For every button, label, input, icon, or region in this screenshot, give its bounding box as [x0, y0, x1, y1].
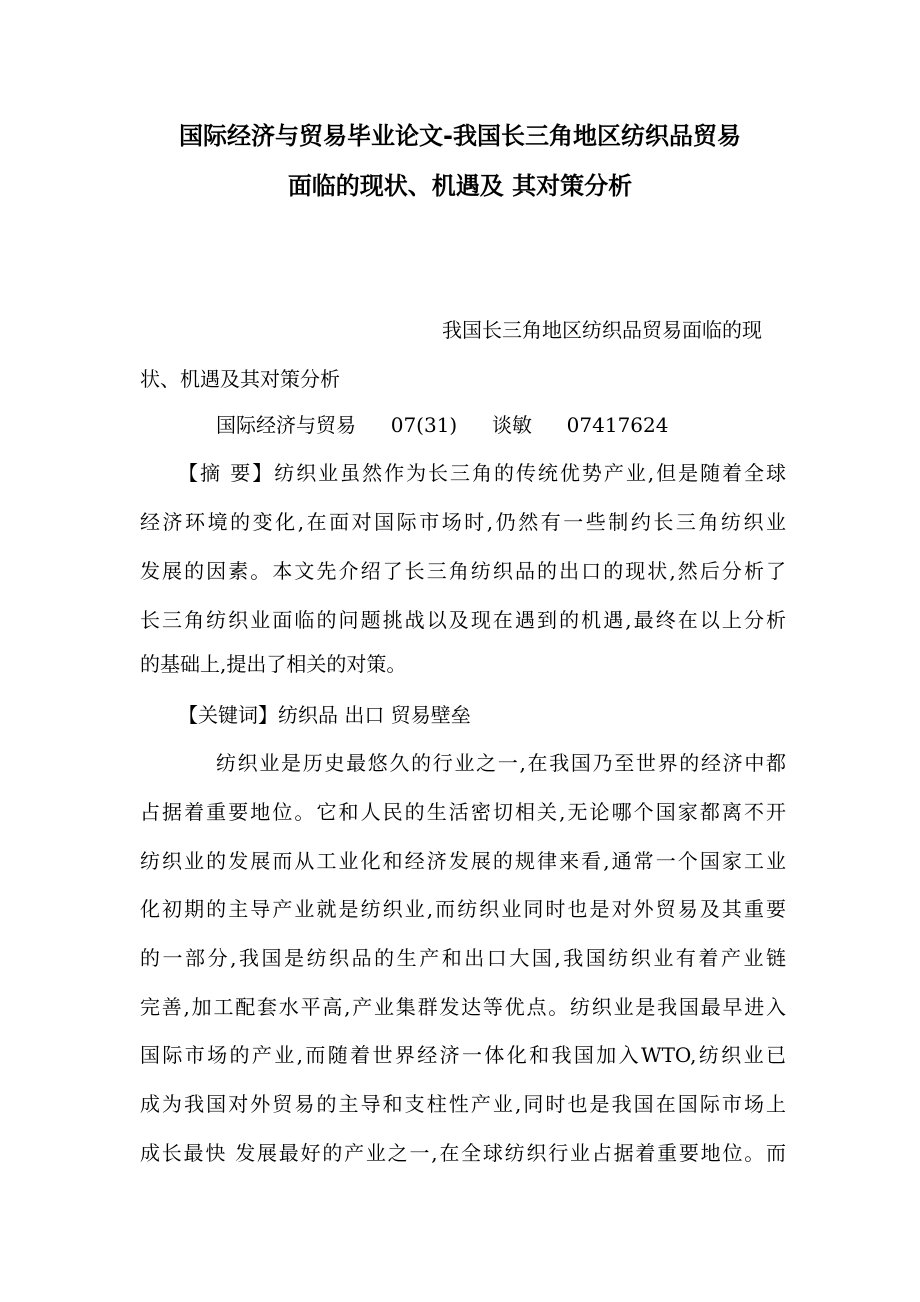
subtitle-line-2: 状、机遇及其对策分析 [140, 367, 340, 391]
abstract-line-1: 【摘 要】纺织业虽然作为长三角的传统优势产业,但是随着全球 [178, 461, 786, 485]
abstract-line-3: 发展的因素。本文先介绍了长三角纺织品的出口的现状,然后分析了 [140, 559, 786, 583]
body-line-1: 纺织业是历史最悠久的行业之一,在我国乃至世界的经济中都 [216, 751, 786, 775]
abstract-line-4: 长三角纺织业面临的问题挑战以及现在遇到的机遇,最终在以上分析 [140, 608, 786, 632]
author-name: 谈敏 [491, 413, 532, 437]
document-title-line-1: 国际经济与贸易毕业论文-我国长三角地区纺织品贸易 [179, 122, 741, 150]
body-line-6: 完善,加工配套水平高,产业集群发达等优点。纺织业是我国最早进入 [140, 995, 786, 1019]
body-line-2: 占据着重要地位。它和人民的生活密切相关,无论哪个国家都离不开 [140, 800, 786, 824]
document-title-line-2: 面临的现状、机遇及 其对策分析 [287, 172, 633, 200]
body-line-4: 化初期的主导产业就是纺织业,而纺织业同时也是对外贸易及其重要 [140, 897, 786, 921]
body-line-9: 成长最快 发展最好的产业之一,在全球纺织行业占据着重要地位。而 [140, 1141, 786, 1165]
body-line-7: 国际市场的产业,而随着世界经济一体化和我国加入WTO,纺织业已 [140, 1043, 786, 1067]
keywords-line: 【关键词】纺织品 出口 贸易壁垒 [178, 703, 471, 727]
author-class: 07(31) [390, 413, 458, 437]
subtitle-line-1: 我国长三角地区纺织品贸易面临的现 [442, 318, 762, 342]
abstract-line-5: 的基础上,提出了相关的对策。 [140, 652, 407, 676]
body-line-3: 纺织业的发展而从工业化和经济发展的规律来看,通常一个国家工业 [140, 849, 786, 873]
body-line-8: 成为我国对外贸易的主导和支柱性产业,同时也是我国在国际市场上 [140, 1092, 786, 1116]
author-info-line [216, 411, 668, 439]
author-major: 国际经济与贸易 [216, 413, 356, 437]
author-student-id: 07417624 [566, 413, 669, 437]
abstract-line-2: 经济环境的变化,在面对国际市场时,仍然有一些制约长三角纺织业 [140, 510, 786, 534]
body-line-5: 的一部分,我国是纺织品的生产和出口大国,我国纺织业有着产业链 [140, 946, 786, 970]
